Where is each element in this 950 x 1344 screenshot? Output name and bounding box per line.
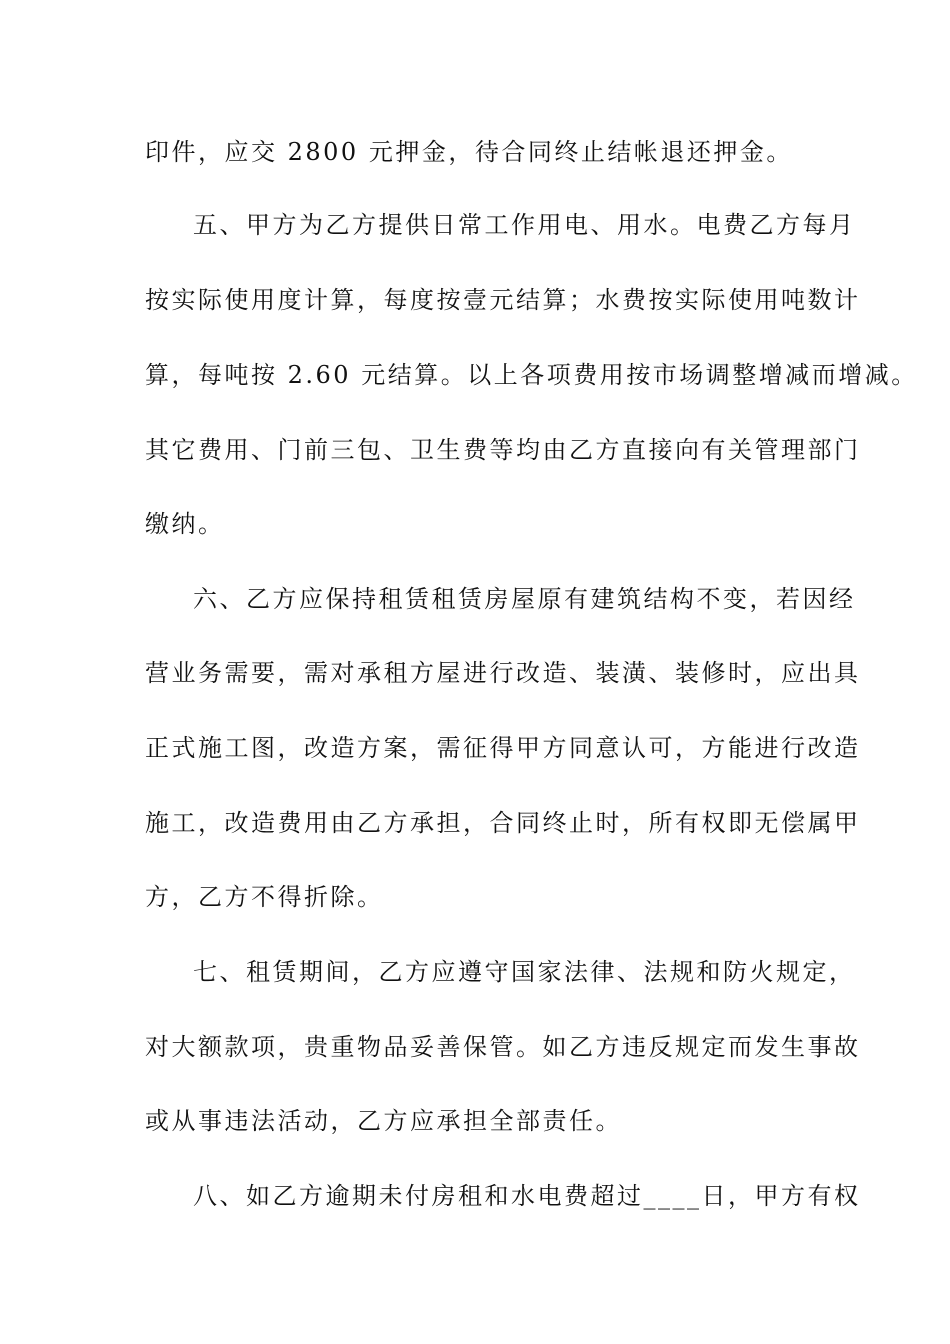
paragraph-8-start: 八、如乙方逾期未付房租和水电费超过____日，甲方有权	[193, 1182, 861, 1210]
text-line: 施工，改造费用由乙方承担，合同终止时，所有权即无偿属甲	[145, 809, 861, 837]
text-line: 对大额款项，贵重物品妥善保管。如乙方违反规定而发生事故	[145, 1033, 861, 1061]
text-line: 正式施工图，改造方案，需征得甲方同意认可，方能进行改造	[145, 734, 861, 762]
paragraph-7-start: 七、租赁期间，乙方应遵守国家法律、法规和防火规定，	[193, 958, 856, 986]
text-line: 其它费用、门前三包、卫生费等均由乙方直接向有关管理部门	[145, 436, 861, 464]
text-line: 营业务需要，需对承租方屋进行改造、装潢、装修时，应出具	[145, 659, 861, 687]
text-line: 方，乙方不得折除。	[145, 883, 384, 911]
text-line: 印件，应交 2800 元押金，待合同终止结帐退还押金。	[145, 138, 793, 166]
text-line: 缴纳。	[145, 510, 225, 538]
text-line: 按实际使用度计算，每度按壹元结算；水费按实际使用吨数计	[145, 286, 861, 314]
paragraph-5-start: 五、甲方为乙方提供日常工作用电、用水。电费乙方每月	[193, 211, 856, 239]
text-line: 或从事违法活动，乙方应承担全部责任。	[145, 1107, 622, 1135]
text-line: 算，每吨按 2.60 元结算。以上各项费用按市场调整增减而增减。	[145, 361, 918, 389]
paragraph-6-start: 六、乙方应保持租赁租赁房屋原有建筑结构不变，若因经	[193, 585, 856, 613]
